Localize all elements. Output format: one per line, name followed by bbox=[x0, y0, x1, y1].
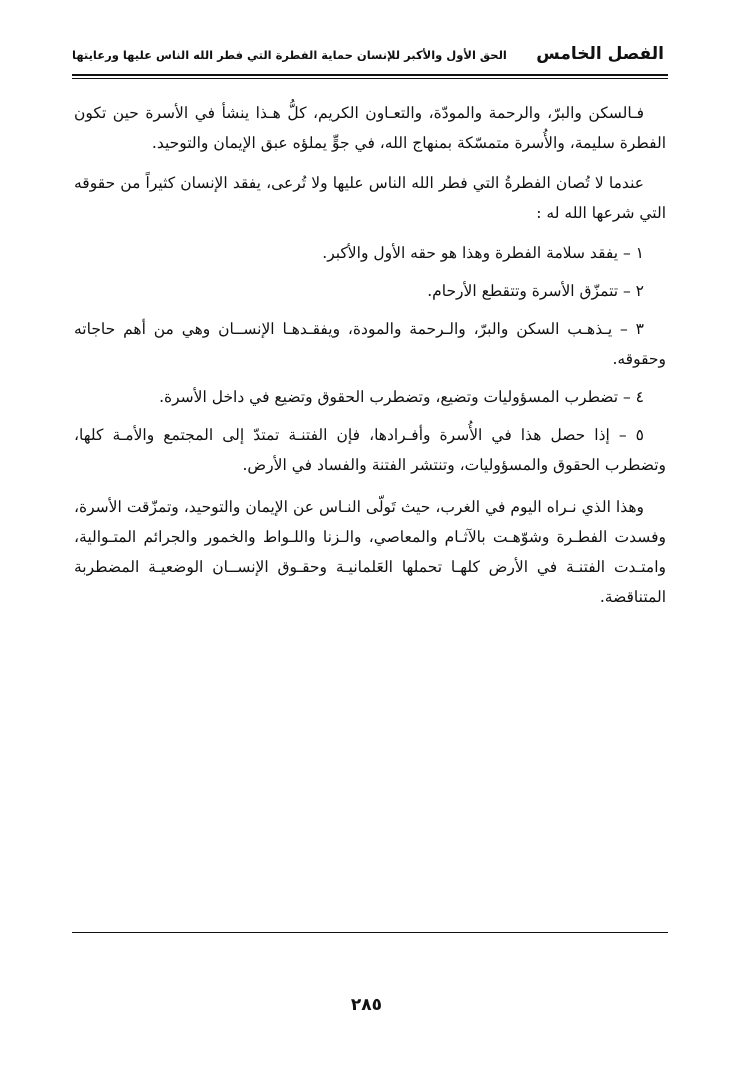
paragraph: فـالسكن والبرّ، والرحمة والمودّة، والتعـاون الكريم، كلُّ هـذا ينشأ في الأسرة حين تكون الفطرة سليمة، والأُسرة متمسّكة بمنهاج الله، في جوٍّ يملؤه عبق الإيمان والتوحيد. bbox=[74, 104, 666, 152]
chapter-title: الفصل الخامس bbox=[536, 44, 664, 64]
list-item: ٤ – تضطرب المسؤوليات وتضيع، وتضطرب الحقوق وتضيع في داخل الأسرة. bbox=[159, 388, 644, 406]
header-rule-thin bbox=[72, 78, 668, 79]
page-number: ٢٨٥ bbox=[350, 995, 383, 1015]
closing-paragraph: وهذا الذي نـراه اليوم في الغرب، حيث تَولّى النـاس عن الإيمان والتوحيد، وتمزّقت الأسرة، وفسدت الفطـرة وشوّهـت بالآثـام والمعاصي، والـزنا واللـواط والخمور والجرائم المتـوالية، وامتـدت الفتنـة في الأرض كلهـا تحملها العَلمانيـة وحقـوق الإنســان الوضعيـة المضطربة المتناقضة. bbox=[74, 498, 666, 606]
header-rule bbox=[72, 74, 668, 76]
list-item: ٥ – إذا حصل هذا في الأُسرة وأفـرادها، فإن الفتنـة تمتدّ إلى المجتمع والأمـة كلها، وتضطرب الحقوق والمسؤوليات، وتنتشر الفتنة والفساد في الأرض. bbox=[74, 426, 666, 474]
footer-rule bbox=[72, 932, 668, 933]
list-item: ٢ – تتمزّق الأسرة وتتقطع الأرحام. bbox=[427, 282, 644, 300]
list-item: ٣ – يـذهـب السكن والبرّ، والـرحمة والمودة، ويفقـدهـا الإنســان وهي من أهم حاجاته وحقوقه. bbox=[74, 320, 666, 368]
list-item: ١ – يفقد سلامة الفطرة وهذا هو حقه الأول والأكبر. bbox=[322, 244, 644, 262]
paragraph: عندما لا تُصان الفطرةُ التي فطر الله الناس عليها ولا تُرعى، يفقد الإنسان كثيراً من حقوقه التي شرعها الله له : bbox=[74, 174, 666, 222]
running-header bbox=[72, 42, 668, 70]
page-body bbox=[74, 98, 666, 622]
header-subtitle: الحق الأول والأكبر للإنسان حماية الفطرة التي فطر الله الناس عليها ورعايتها bbox=[72, 48, 507, 62]
